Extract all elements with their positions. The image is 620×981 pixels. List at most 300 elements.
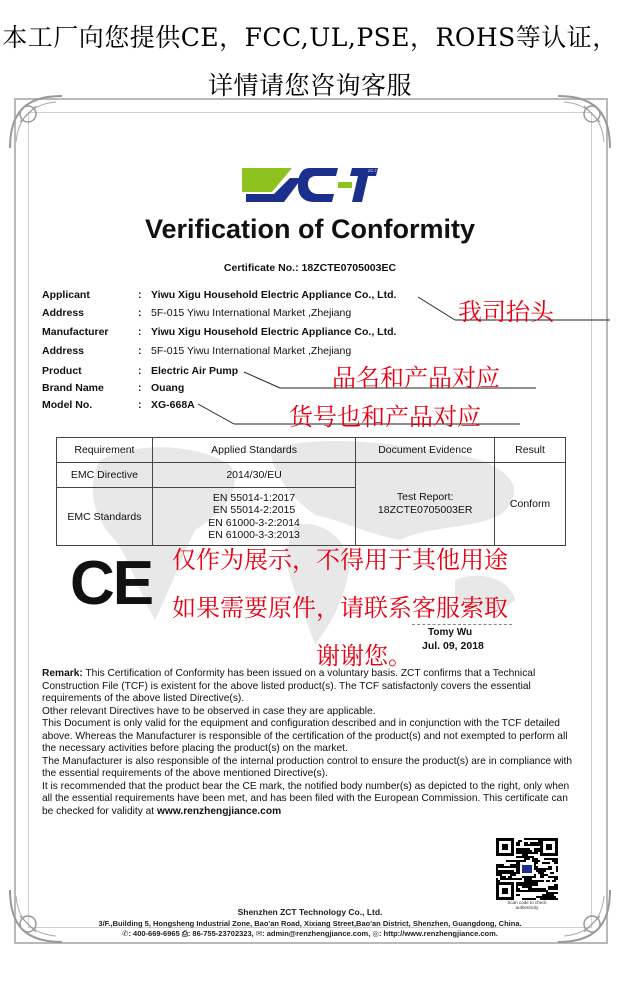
qr-module xyxy=(524,848,526,850)
field-value: Ouang xyxy=(151,382,185,394)
qr-module xyxy=(546,890,548,892)
qr-code[interactable] xyxy=(496,838,558,900)
qr-module xyxy=(516,882,518,884)
qr-module xyxy=(522,850,524,852)
field-value: 5F-015 Yiwu International Market ,Zhejiang xyxy=(151,345,352,357)
qr-module xyxy=(504,878,506,880)
qr-module xyxy=(548,888,550,890)
qr-module xyxy=(516,850,518,852)
qr-module xyxy=(554,884,556,886)
qr-module xyxy=(550,876,552,878)
qr-module xyxy=(538,872,540,874)
qr-caption: Scan code to check authenticity xyxy=(507,900,547,910)
standard-item: EN 61000-3-2:2014 xyxy=(208,516,300,529)
qr-module xyxy=(530,856,532,858)
qr-module xyxy=(538,896,540,898)
qr-module xyxy=(556,888,558,890)
qr-module xyxy=(512,864,514,866)
qr-module xyxy=(512,866,514,868)
qr-module xyxy=(536,882,538,884)
qr-module xyxy=(506,872,508,874)
qr-module xyxy=(526,882,528,884)
qr-module xyxy=(534,882,536,884)
qr-module xyxy=(502,878,504,880)
qr-module xyxy=(526,884,528,886)
footer-contacts xyxy=(30,929,590,939)
remark-block xyxy=(42,668,582,818)
qr-module xyxy=(526,880,528,882)
qr-module xyxy=(534,888,536,890)
qr-module xyxy=(534,842,536,844)
qr-module xyxy=(526,842,528,844)
qr-module xyxy=(536,868,538,870)
signature-date: Jul. 09, 2018 xyxy=(422,640,484,652)
standards-table xyxy=(56,437,566,546)
qr-module xyxy=(530,880,532,882)
qr-module xyxy=(556,878,558,880)
qr-module xyxy=(552,894,554,896)
qr-module xyxy=(532,842,534,844)
qr-module xyxy=(554,858,556,860)
qr-module xyxy=(546,844,552,850)
qr-module xyxy=(538,880,540,882)
qr-module xyxy=(530,878,532,880)
qr-module xyxy=(498,880,500,882)
qr-module xyxy=(506,866,508,868)
qr-module xyxy=(526,852,528,854)
qr-module xyxy=(530,850,532,852)
qr-module xyxy=(516,868,518,870)
qr-module xyxy=(532,852,534,854)
qr-module xyxy=(526,878,528,880)
qr-module xyxy=(504,866,506,868)
qr-module xyxy=(554,876,556,878)
qr-module xyxy=(544,868,546,870)
qr-module xyxy=(516,862,518,864)
remark-paragraph: Remark: This Certification of Conformity has been issued on a voluntary basis. ZCT confirms that a Technical Construction File (TCF) is existent for the above listed product(s). The TCF satisfactonly covers the essential requirements of the above listed Directive(s). xyxy=(42,668,536,704)
qr-module xyxy=(536,860,538,862)
qr-module xyxy=(528,878,530,880)
qr-module xyxy=(556,868,558,870)
qr-module xyxy=(536,870,538,872)
qr-module xyxy=(498,872,500,874)
annotation-display-only: 仅作为展示，不得用于其他用途 xyxy=(172,546,508,574)
qr-module xyxy=(508,860,510,862)
banner-line-1: 本工厂向您提供CE，FCC,UL,PSE，ROHS等认证， xyxy=(2,23,618,52)
qr-module xyxy=(520,840,522,842)
qr-module xyxy=(554,892,556,894)
qr-module xyxy=(556,870,558,872)
qr-module xyxy=(496,880,498,882)
qr-module xyxy=(516,856,518,858)
qr-module xyxy=(526,858,528,860)
qr-module xyxy=(534,890,536,892)
field-value: Yiwu Xigu Household Electric Appliance Co., Ltd. xyxy=(151,289,397,301)
qr-module xyxy=(518,868,520,870)
qr-module xyxy=(536,838,538,840)
qr-module xyxy=(512,874,514,876)
qr-module xyxy=(524,890,526,892)
qr-module xyxy=(554,896,556,898)
annotation-thanks: 谢谢您。 xyxy=(316,642,412,670)
qr-module xyxy=(534,852,536,854)
qr-module xyxy=(496,870,498,872)
qr-module xyxy=(530,884,532,886)
qr-module xyxy=(502,844,508,850)
qr-module xyxy=(540,874,542,876)
qr-module xyxy=(526,848,528,850)
qr-module xyxy=(510,870,512,872)
qr-module xyxy=(510,874,512,876)
certificate-number-value: 18ZCTE0705003EC xyxy=(301,262,397,274)
qr-module xyxy=(518,884,520,886)
qr-module xyxy=(534,884,536,886)
qr-module xyxy=(518,848,520,850)
qr-module xyxy=(526,844,528,846)
qr-module xyxy=(524,876,526,878)
field-label: Product xyxy=(42,365,82,377)
qr-module xyxy=(524,850,526,852)
qr-module xyxy=(536,848,538,850)
signatory-name: Tomy Wu xyxy=(428,627,473,638)
qr-module xyxy=(534,876,536,878)
qr-module xyxy=(522,865,532,873)
qr-module xyxy=(524,886,526,888)
qr-module xyxy=(538,850,540,852)
qr-module xyxy=(508,878,510,880)
qr-module xyxy=(548,896,550,898)
field-colon: : xyxy=(138,345,142,357)
field-value: Electric Air Pump xyxy=(151,365,239,377)
qr-module xyxy=(556,884,558,886)
qr-module xyxy=(542,868,544,870)
qr-module xyxy=(514,878,516,880)
certificate-title: Verification of Conformity xyxy=(144,214,476,244)
qr-module xyxy=(526,886,528,888)
qr-module xyxy=(516,888,518,890)
requirement-emc-directive: EMC Directive xyxy=(57,463,153,488)
qr-module xyxy=(510,864,512,866)
qr-module xyxy=(518,852,520,854)
qr-module xyxy=(538,888,540,890)
qr-module xyxy=(516,866,518,868)
qr-module xyxy=(540,868,542,870)
standard-item: EN 61000-3-3:2013 xyxy=(208,529,300,541)
qr-module xyxy=(514,874,516,876)
qr-module xyxy=(534,838,536,840)
qr-module xyxy=(544,862,546,864)
qr-module xyxy=(522,860,524,862)
qr-module xyxy=(502,864,504,866)
qr-module xyxy=(534,868,536,870)
annotation-need-original: 如果需要原件，请联系客服索取 xyxy=(172,594,508,622)
qr-module xyxy=(532,858,534,860)
qr-module xyxy=(516,870,518,872)
qr-module xyxy=(522,882,524,884)
qr-module xyxy=(498,866,500,868)
qr-module xyxy=(496,878,498,880)
qr-module xyxy=(556,866,558,868)
qr-module xyxy=(520,884,522,886)
qr-module xyxy=(536,842,538,844)
qr-module xyxy=(538,840,540,842)
qr-module xyxy=(554,860,556,862)
qr-module xyxy=(518,890,520,892)
qr-module xyxy=(508,872,510,874)
qr-module xyxy=(524,854,526,856)
qr-module xyxy=(536,880,538,882)
qr-module xyxy=(502,872,504,874)
qr-module xyxy=(544,890,546,892)
qr-module xyxy=(546,894,548,896)
qr-module xyxy=(518,844,520,846)
qr-module xyxy=(528,848,530,850)
qr-module xyxy=(520,852,522,854)
qr-module xyxy=(498,870,500,872)
qr-module xyxy=(516,842,518,844)
qr-module xyxy=(528,856,530,858)
qr-module xyxy=(536,844,538,846)
field-colon: : xyxy=(138,365,142,377)
qr-module xyxy=(554,862,556,864)
certificate-number-label: Certificate No.: xyxy=(223,262,299,274)
qr-module xyxy=(520,856,522,858)
qr-module xyxy=(532,856,534,858)
qr-module xyxy=(534,844,536,846)
qr-module xyxy=(542,876,544,878)
footer-company: Shenzhen ZCT Technology Co., Ltd. xyxy=(237,907,383,917)
qr-module xyxy=(534,862,536,864)
qr-module xyxy=(536,888,538,890)
ornament-icon xyxy=(6,92,66,152)
qr-module xyxy=(508,876,510,878)
qr-module xyxy=(550,896,552,898)
annotation-product: 品名和产品对应 xyxy=(332,364,500,392)
qr-module xyxy=(510,872,512,874)
requirement-emc-standards: EMC Standards xyxy=(57,488,153,546)
qr-module xyxy=(524,882,526,884)
qr-module xyxy=(516,890,518,892)
qr-module xyxy=(554,888,556,890)
qr-module xyxy=(524,878,526,880)
qr-module xyxy=(544,858,546,860)
qr-module xyxy=(528,858,530,860)
qr-module xyxy=(556,862,558,864)
qr-module xyxy=(500,876,502,878)
qr-module xyxy=(530,876,532,878)
qr-module xyxy=(552,888,554,890)
qr-module xyxy=(520,890,522,892)
qr-module xyxy=(546,868,548,870)
qr-module xyxy=(524,880,526,882)
qr-module xyxy=(518,870,520,872)
qr-module xyxy=(536,850,538,852)
qr-module xyxy=(534,864,536,866)
remark-paragraph: The Manufacturer is also responsible of the internal production control to ensure the product(s) are in compliance with the essential requirements of the above mentioned Directive(s). xyxy=(42,755,573,779)
qr-module xyxy=(556,876,558,878)
standards-list xyxy=(152,488,355,546)
qr-module xyxy=(518,860,520,862)
qr-module xyxy=(538,838,540,840)
qr-module xyxy=(522,852,524,854)
qr-module xyxy=(536,862,538,864)
qr-module xyxy=(552,896,554,898)
qr-module xyxy=(540,870,542,872)
result-conform: Conform xyxy=(495,463,566,546)
qr-module xyxy=(554,880,556,882)
qr-module xyxy=(502,876,504,878)
banner-line-2: 详情请您咨询客服 xyxy=(207,71,412,100)
qr-module xyxy=(510,876,512,878)
qr-module xyxy=(500,878,502,880)
qr-module xyxy=(530,844,532,846)
qr-module xyxy=(532,882,534,884)
qr-module xyxy=(542,896,544,898)
qr-module xyxy=(542,888,544,890)
qr-module xyxy=(552,880,554,882)
qr-module xyxy=(514,860,516,862)
qr-module xyxy=(556,858,558,860)
qr-module xyxy=(530,886,532,888)
annotation-model: 货号也和产品对应 xyxy=(289,403,481,431)
qr-module xyxy=(518,842,520,844)
web-icon: ◎ xyxy=(372,929,379,938)
field-label: Address xyxy=(42,307,85,319)
qr-module xyxy=(538,868,540,870)
qr-module xyxy=(504,870,506,872)
header-requirement: Requirement xyxy=(57,438,153,463)
qr-module xyxy=(524,838,526,840)
qr-module xyxy=(508,866,510,868)
footer-phone: : 400-669-6965 xyxy=(128,929,180,938)
qr-module xyxy=(496,866,498,868)
qr-module xyxy=(548,886,550,888)
qr-module xyxy=(548,880,550,882)
logo-text: ZC-T xyxy=(368,168,378,173)
qr-module xyxy=(498,864,500,866)
qr-module xyxy=(516,864,518,866)
qr-module xyxy=(548,862,550,864)
qr-module xyxy=(542,870,544,872)
qr-module xyxy=(540,872,542,874)
standard-item: EN 55014-2:2015 xyxy=(212,504,296,516)
qr-module xyxy=(522,856,524,858)
qr-module xyxy=(542,880,544,882)
qr-module xyxy=(540,880,542,882)
qr-module xyxy=(530,842,532,844)
qr-module xyxy=(524,858,526,860)
document-evidence xyxy=(356,463,495,546)
qr-module xyxy=(528,882,530,884)
qr-module xyxy=(534,880,536,882)
qr-module xyxy=(516,884,518,886)
field-value: 5F-015 Yiwu International Market ,Zhejiang xyxy=(151,307,352,319)
qr-module xyxy=(532,860,534,862)
qr-module xyxy=(528,890,530,892)
qr-module xyxy=(526,854,528,856)
qr-module xyxy=(540,888,542,890)
qr-module xyxy=(510,878,512,880)
qr-module xyxy=(536,884,538,886)
evidence-report-number: 18ZCTE0705003ER xyxy=(377,504,473,516)
field-value: XG-668A xyxy=(151,399,195,411)
qr-module xyxy=(528,884,530,886)
qr-module xyxy=(550,866,552,868)
qr-module xyxy=(502,866,504,868)
qr-module xyxy=(546,874,548,876)
phone-icon: ✆ xyxy=(122,929,129,938)
qr-module xyxy=(552,858,554,860)
qr-module xyxy=(536,866,538,868)
qr-module xyxy=(552,892,554,894)
qr-module xyxy=(500,872,502,874)
field-label: Brand Name xyxy=(42,382,104,394)
qr-module xyxy=(512,870,514,872)
qr-module xyxy=(518,888,520,890)
standard-item: EN 55014-1:2017 xyxy=(212,491,296,504)
qr-module xyxy=(544,870,546,872)
qr-module xyxy=(544,874,546,876)
qr-module xyxy=(520,860,522,862)
qr-module xyxy=(532,838,534,840)
qr-module xyxy=(518,866,520,868)
header-result: Result xyxy=(495,438,566,463)
qr-module xyxy=(530,888,532,890)
qr-module xyxy=(536,896,538,898)
qr-module xyxy=(556,860,558,862)
footer-email: : admin@renzhengjiance.com, xyxy=(262,929,371,938)
field-label: Model No. xyxy=(42,399,93,411)
qr-module xyxy=(548,892,550,894)
header-applied-standards: Applied Standards xyxy=(152,438,355,463)
qr-module xyxy=(518,840,520,842)
qr-module xyxy=(534,866,536,868)
qr-module xyxy=(542,872,544,874)
field-colon: : xyxy=(138,382,142,394)
qr-module xyxy=(524,842,526,844)
field-colon: : xyxy=(138,307,142,319)
qr-module xyxy=(528,838,530,840)
qr-module xyxy=(550,858,552,860)
qr-module xyxy=(538,842,540,844)
qr-module xyxy=(534,848,536,850)
qr-module xyxy=(534,850,536,852)
qr-module xyxy=(532,888,534,890)
qr-module xyxy=(518,878,520,880)
qr-module xyxy=(516,852,518,854)
qr-module xyxy=(522,890,524,892)
qr-module xyxy=(516,886,518,888)
qr-module xyxy=(534,860,536,862)
qr-module xyxy=(524,852,526,854)
ce-mark: CE xyxy=(70,549,153,618)
qr-module xyxy=(540,876,542,878)
field-label: Applicant xyxy=(42,289,90,301)
qr-module xyxy=(526,876,528,878)
qr-module xyxy=(516,844,518,846)
certificate-number xyxy=(30,262,590,274)
qr-module xyxy=(514,864,516,866)
qr-module xyxy=(550,868,552,870)
qr-module xyxy=(554,878,556,880)
header-document-evidence: Document Evidence xyxy=(356,438,495,463)
qr-module xyxy=(506,878,508,880)
qr-module xyxy=(542,894,544,896)
qr-module xyxy=(550,888,552,890)
qr-module xyxy=(524,844,526,846)
qr-module xyxy=(528,850,530,852)
qr-module xyxy=(536,890,538,892)
